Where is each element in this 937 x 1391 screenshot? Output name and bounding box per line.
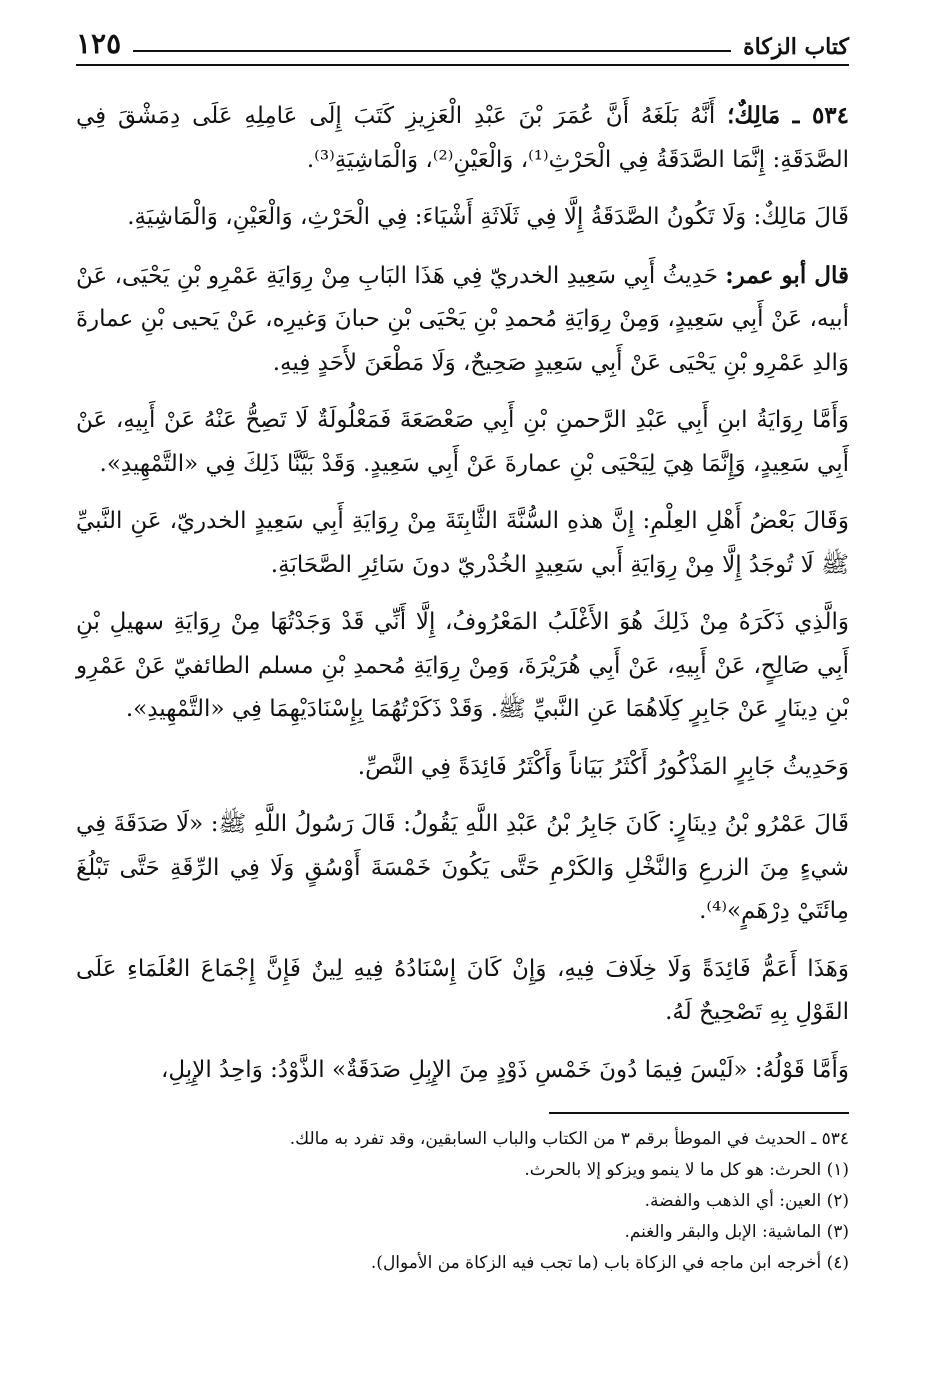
paragraph (76, 746, 849, 790)
page-header (76, 20, 849, 66)
footnote: ٥٣٤ ـ الحديث في الموطأ برقم ٣ من الكتاب والباب السابقين، وقد تفرد به مالك. (289, 1129, 849, 1149)
paragraph (76, 254, 849, 386)
footnote: (٢) العين: أي الذهب والفضة. (644, 1191, 849, 1211)
footnote: (١) الحرث: هو كل ما لا ينمو ويزكو إلا بالحرث. (524, 1160, 849, 1180)
paragraph-lead: ٥٣٤ ـ مَالِكٌ؛ (727, 102, 849, 129)
paragraph (76, 94, 849, 182)
paragraph-text: وَهَذَا أَعَمُّ فَائِدَةً وَلَا خِلَافَ فِيهِ، وَإِنْ كَانَ إِسْنَادُهُ فِيهِ لِينٌ فَإِنَّ إِجْمَاعَ العُلَمَاءِ عَلَى القَوْلِ بِهِ تَصْحِيحٌ لَهُ. (76, 955, 849, 1025)
paragraph-text: حَدِيثُ أَبِي سَعِيدِ الخدريّ فِي هَذَا البَابِ مِنْ رِوَايَةِ عَمْرِو بْنِ يَحْيَى، عَنْ أبيه، عَنْ أَبِي سَعِيدٍ، وَمِنْ رِوَايَةِ مُحمدِ بْنِ يَحْيَى بْنِ حبانَ وَغيرِه، عَنْ يَحيى بْنِ عمارةَ وَالدِ عَمْرِو بْنِ يَحْيَى عَنْ أَبِي سَعِيدٍ صَحِيحٌ، وَلَا مَطْعَنَ لأَحَدٍ فِيهِ. (76, 262, 849, 376)
paragraph-text: وَأَمَّا قَوْلُهُ: «لَيْسَ فِيمَا دُونَ خَمْسِ ذَوْدٍ مِنَ الإِبِلِ صَدَقَةٌ» الذَّوْدُ: وَاحِدُ الإِبِلِ، (160, 1056, 849, 1083)
paragraph (76, 1049, 849, 1093)
paragraph-text: قَالَ مَالِكٌ: وَلَا تَكُونُ الصَّدَقَةُ إِلَّا فِي ثَلَاثَةِ أَشْيَاءَ: فِي الْحَرْثِ، وَالْعَيْنِ، وَالْمَاشِيَةِ. (127, 204, 849, 230)
paragraph (76, 601, 849, 732)
paragraph (76, 399, 849, 486)
paragraph-text: وَالَّذِي ذَكَرَهُ مِنْ ذَلِكَ هُوَ الأَغْلَبُ المَعْرُوفُ، إِلَّا أَنِّي قَدْ وَجَدْتُهَا مِنْ رِوَايَةِ سهيلِ بْنِ أَبِي صَالِحٍ، عَنْ أَبِيهِ، عَنْ أَبِي هُرَيْرَةَ، وَمِنْ رِوَايَةِ مُحمدِ بْنِ مسلم الطائفيّ عَنْ عَمْرِو بْنِ دِينَارٍ عَنْ جَابِرٍ كِلَاهُمَا عَنِ النَّبيِّ ﷺ. وَقَدْ ذَكَرْتُهُمَا بِإِسْنَادَيْهِمَا فِي «التَّمْهِيدِ». (76, 609, 849, 722)
paragraph-text: وَحَدِيثُ جَابِرٍ المَذْكُورُ أَكْثَرُ بَيَاناً وَأَكْثَرُ فَائِدَةً فِي النَّصِّ. (357, 753, 849, 780)
paragraph-text: وَقَالَ بَعْضُ أَهْلِ العِلْمِ: إِنَّ هذهِ السُّنَّةَ الثَّابِتَةَ مِنْ رِوَايَةِ أَبِي سَعِيدٍ الخدريّ، عَنِ النَّبيِّ ﷺ لَا تُوجَدُ إِلَّا مِنْ رِوَايَةِ أَبي سَعِيدٍ الخُدْريّ دونَ سَائِرِ الصَّحَابَةِ. (76, 508, 849, 578)
book-title: كتاب الزكاة (743, 34, 849, 60)
page-number: ١٢٥ (76, 27, 122, 60)
paragraph-text: وَأَمَّا رِوَايَةُ ابنِ أَبِي عَبْدِ الرَّحمنِ بْنِ أَبِي صَعْصَعَةَ فَمَعْلُولَةٌ لَا تَصِحُّ عَنْهُ عَنْ أَبِيهِ، عَنْ أَبِي سَعِيدٍ، وَإِنَّمَا هِيَ لِيَحْيَى بْنِ عمارةَ عَنْ أَبِي سَعِيدٍ. وَقَدْ بَيَّنَّا ذَلِكَ فِي «التَّمْهِيدِ». (76, 407, 849, 477)
paragraph-text: قَالَ عَمْرُو بْنُ دِينَارٍ: كَانَ جَابِرُ بْنُ عَبْدِ اللَّهِ يَقُولُ: قَالَ رَسُولُ اللَّهِ ﷺ: «لَا صَدَقَةَ فِي شيءٍ مِنَ الزرعِ وَالنَّخْلِ وَالكَرْمِ حَتَّى يَكُونَ خَمْسَةَ أَوْسُقٍ وَلَا فِي الرِّقَةِ حَتَّى تَبْلُغَ مِائَتَيْ دِرْهَمٍ»⁽⁴⁾. (76, 811, 849, 924)
paragraph-text: أَنَّهُ بَلَغَهُ أَنَّ عُمَرَ بْنَ عَبْدِ الْعَزِيزِ كَتَبَ إِلَى عَامِلِهِ عَلَى دِمَشْقَ فِي الصَّدَقَةِ: إِنَّمَا الصَّدَقَةُ فِي الْحَرْثِ⁽¹⁾، وَالْعَيْنِ⁽²⁾، وَالْمَاشِيَةِ⁽³⁾. (76, 103, 849, 173)
footnote-separator (549, 1112, 849, 1114)
paragraph (76, 500, 849, 587)
paragraph (76, 948, 849, 1035)
header-rule (133, 50, 731, 52)
footnotes (76, 1124, 849, 1279)
paragraph (76, 196, 849, 240)
paragraph (76, 803, 849, 934)
main-text (76, 94, 849, 1092)
footnote: (٣) الماشية: الإبل والبقر والغنم. (624, 1222, 849, 1242)
paragraph-lead: قال أبو عمر: (725, 261, 849, 289)
footnote: (٤) أخرجه ابن ماجه في الزكاة باب (ما تجب فيه الزكاة من الأموال). (370, 1253, 849, 1273)
